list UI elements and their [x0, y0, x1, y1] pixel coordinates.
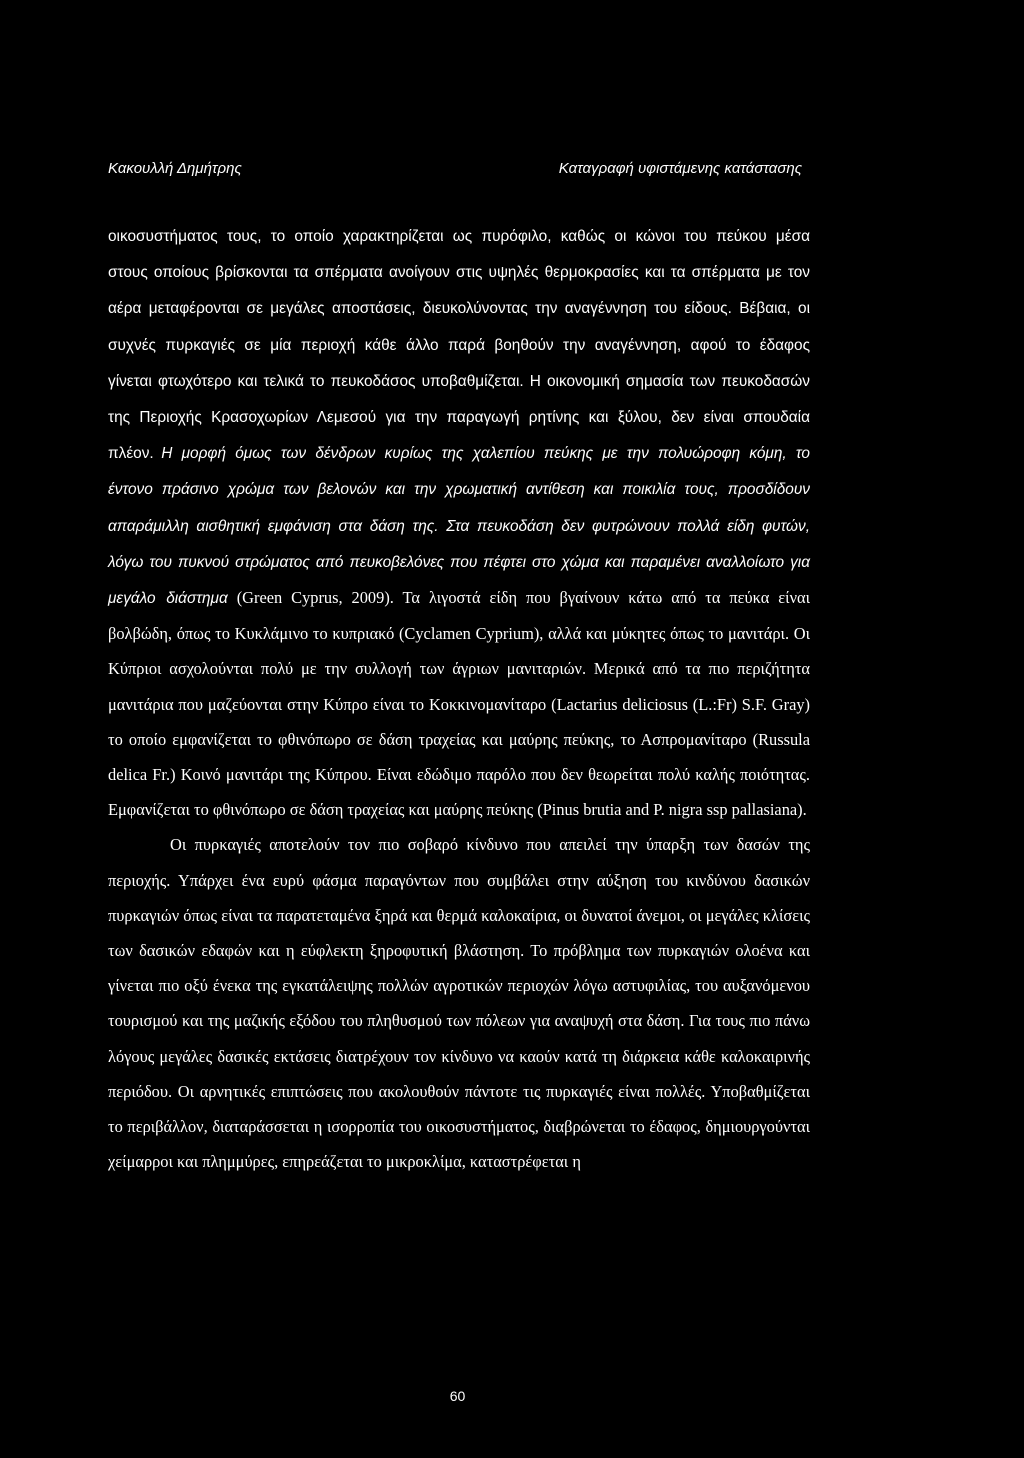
page-number: 60 — [449, 1388, 466, 1404]
header-author: Κακουλλή Δημήτρης — [108, 160, 242, 177]
paragraph-italic-segment: Η μορφή όμως των δένδρων κυρίως της χαλεπίου πεύκης με την πολυώροφη κόμη, το έντονο πράσινο χρώμα των βελονών και την χρωματική αντίθεση και ποικιλία τους, προσδίδουν απαράμιλλη αισθητική εμφάνιση στα δάση της. Στα πευκοδάση δεν φυτρώνουν πολλά είδη φυτών, λόγω του πυκνού στρώματος από πευκοβελόνες που πέφτει στο χώμα και παραμένει αναλλοίωτο για μεγάλο διάστημα — [108, 445, 810, 608]
body-text — [108, 218, 810, 1179]
paragraph-serif-segment: (Green Cyprus, 2009). Τα λιγοστά είδη που βγαίνουν κάτω από τα πεύκα είναι βολβώδη, όπως το Κυκλάμινο το κυπριακό (Cyclamen Cyprium), αλλά και μύκητες όπως το μανιτάρι. Οι Κύπριοι ασχολούνται πολύ με την συλλογή των άγριων μανιταριών. Μερικά από τα πιο περιζήτητα μανιτάρια που μαζεύονται στην Κύπρο είναι το Κοκκινομανίταρο (Lactarius deliciosus (L.:Fr) S.F. Gray) το οποίο εμφανίζεται το φθινόπωρο σε δάση τραχείας και μαύρης πεύκης, το Ασπρομανίταρο (Russula delica Fr.) Κοινό μανιτάρι της Κύπρου. Είναι εδώδιμο παρόλο που δεν θεωρείται πολύ καλής ποιότητας. Εμφανίζεται το φθινόπωρο σε δάση τραχείας και μαύρης πεύκης (Pinus brutia and P. nigra ssp pallasiana). — [108, 588, 810, 820]
page-header — [108, 160, 802, 177]
header-section-title: Καταγραφή υφιστάμενης κατάστασης — [558, 160, 802, 177]
paragraph-sans-segment: οικοσυστήματος τους, το οποίο χαρακτηρίζεται ως πυρόφιλο, καθώς οι κώνοι του πεύκου μέσα στους οποίους βρίσκονται τα σπέρματα ανοίγουν στις υψηλές θερμοκρασίες και τα σπέρματα με τον αέρα μεταφέρονται σε μεγάλες αποστάσεις, διευκολύνοντας την αναγέννηση του είδους. Βέβαια, οι συχνές πυρκαγιές σε μία περιοχή κάθε άλλο παρά βοηθούν την αναγέννηση, αφού το έδαφος γίνεται φτωχότερο και τελικά το πευκοδάσος υποβαθμίζεται. Η οικονομική σημασία των πευκοδασών της Περιοχής Κρασοχωρίων Λεμεσού για την παραγωγή ρητίνης και ξύλου, δεν είναι σπουδαία πλέον. — [108, 228, 810, 463]
paragraph-wildfires: Οι πυρκαγιές αποτελούν τον πιο σοβαρό κίνδυνο που απειλεί την ύπαρξη των δασών της περιοχής. Υπάρχει ένα ευρύ φάσμα παραγόντων που συμβάλει στην αύξηση του κινδύνου δασικών πυρκαγιών όπως είναι τα παρατεταμένα ξηρά και θερμά καλοκαίρια, οι δυνατοί άνεμοι, οι μεγάλες κλίσεις των δασικών εδαφών και η εύφλεκτη ξηροφυτική βλάστηση. Το πρόβλημα των πυρκαγιών ολοένα και γίνεται πιο οξύ ένεκα της εγκατάλειψης πολλών αγροτικών περιοχών λόγω αστυφιλίας, του αυξανόμενου τουρισμού και της μαζικής εξόδου του πληθυσμού των πόλεων για αναψυχή στα δάση. Για τους πιο πάνω λόγους μεγάλες δασικές εκτάσεις διατρέχουν τον κίνδυνο να καούν κατά τη διάρκεια κάθε καλοκαιρινής περιόδου. Οι αρνητικές επιπτώσεις που ακολουθούν πάντοτε τις πυρκαγιές είναι πολλές. Υποβαθμίζεται το περιβάλλον, διαταράσσεται η ισορροπία του οικοσυστήματος, διαβρώνεται το έδαφος, δημιουργούνται χείμαρροι και πλημμύρες, επηρεάζεται το μικροκλίμα, καταστρέφεται η — [108, 835, 810, 1172]
paragraph-pine-ecosystem — [108, 218, 810, 827]
